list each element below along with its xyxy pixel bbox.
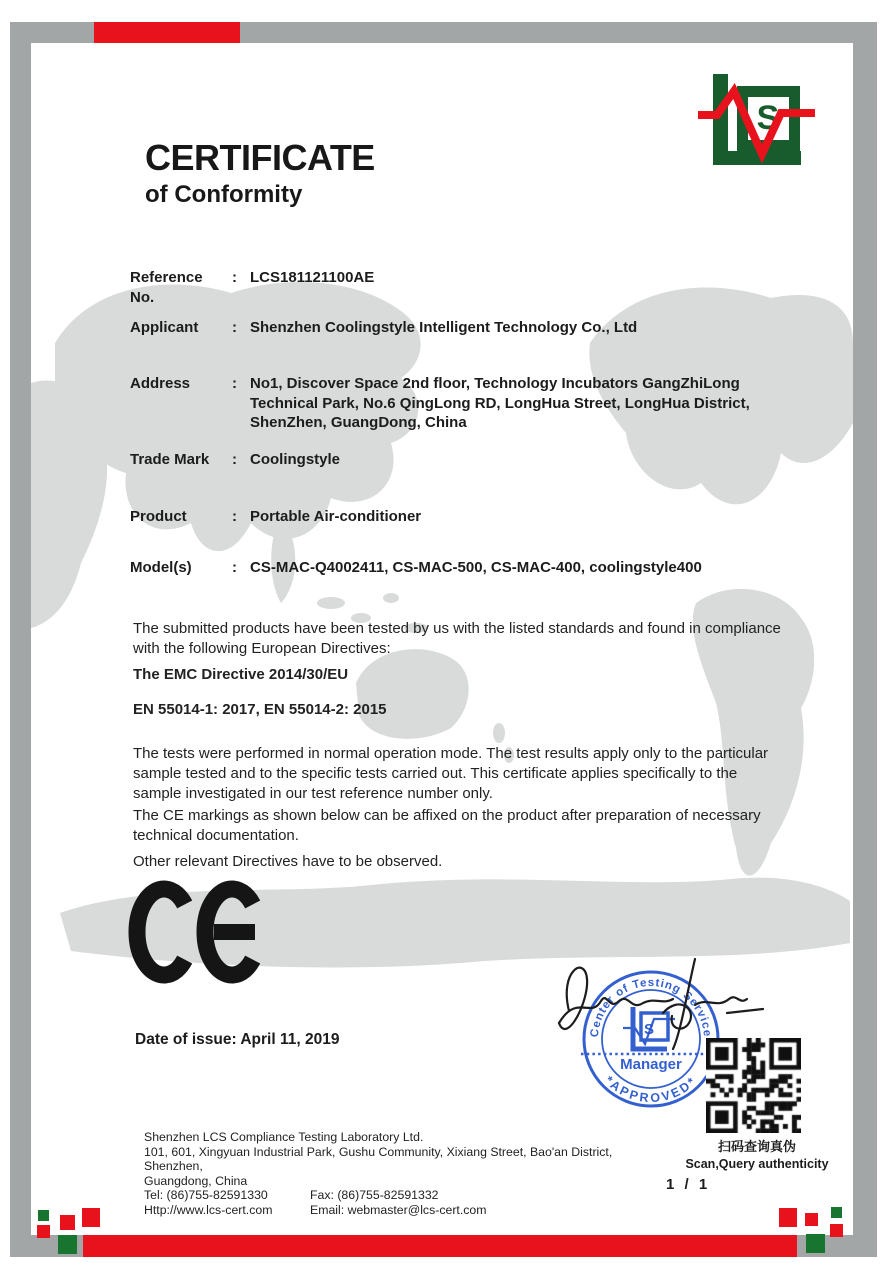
deco-square xyxy=(60,1215,75,1230)
date-of-issue: Date of issue: April 11, 2019 xyxy=(135,1031,340,1048)
deco-square xyxy=(38,1210,49,1221)
paragraph-standards: EN 55014-1: 2017, EN 55014-2: 2015 xyxy=(133,701,387,718)
lcs-logo-icon xyxy=(698,73,823,171)
footer-address-line1: 101, 601, Xingyuan Industrial Park, Gushu Community, Xixiang Street, Bao'an District, Shenzhen, xyxy=(144,1144,613,1174)
field-colon: : xyxy=(232,319,237,336)
frame-bottom-red-segment xyxy=(83,1235,797,1257)
footer-email: Email: webmaster@lcs-cert.com xyxy=(310,1202,487,1217)
qr-caption xyxy=(672,1136,842,1171)
field-value: CS-MAC-Q4002411, CS-MAC-500, CS-MAC-400, coolingstyle400 xyxy=(250,559,702,576)
page-subtitle: of Conformity xyxy=(145,181,303,208)
paragraph-other-directives: Other relevant Directives have to be observed. xyxy=(133,853,443,870)
qr-caption-chinese: 扫码查询真伪 xyxy=(717,1139,796,1154)
frame-left-bar xyxy=(10,22,31,1257)
field-value: No1, Discover Space 2nd floor, Technology Incubators GangZhiLong Technical Park, No.6 QingLong RD, LongHua Street, LongHua District, ShenZhen, GuangDong, China xyxy=(250,375,750,431)
field-label: Applicant xyxy=(130,319,199,336)
field-label: Address xyxy=(130,375,191,392)
page-number: 1 / 1 xyxy=(666,1176,711,1193)
field-label: Model(s) xyxy=(130,559,192,576)
deco-square xyxy=(805,1213,818,1226)
field-label: Reference No. xyxy=(130,269,203,306)
paragraph-ce-markings: The CE markings as shown below can be affixed on the product after preparation of necessary technical documentation. xyxy=(133,807,761,844)
logo-letter: S xyxy=(756,99,780,137)
frame-top-red-segment xyxy=(94,22,240,43)
footer-tel: Tel: (86)755-82591330 xyxy=(144,1188,268,1203)
footer-company: Shenzhen LCS Compliance Testing Laboratory Ltd. xyxy=(144,1130,424,1144)
footer-fax: Fax: (86)755-82591332 xyxy=(310,1188,439,1203)
ce-mark-icon xyxy=(128,877,270,989)
paragraph-compliance-intro: The submitted products have been tested by us with the listed standards and found in compliance with the following European Directives: xyxy=(133,620,781,657)
field-label: Product xyxy=(130,508,187,525)
frame-right-bar xyxy=(853,22,877,1257)
footer-block xyxy=(144,1130,614,1218)
qr-caption-english: Scan,Query authenticity xyxy=(685,1157,829,1171)
stamp-arc-top-text: Center of Testing Service xyxy=(588,976,714,1038)
deco-square xyxy=(37,1225,50,1238)
deco-square xyxy=(779,1208,797,1227)
field-value: Portable Air-conditioner xyxy=(250,508,422,525)
field-colon: : xyxy=(232,559,237,576)
deco-square xyxy=(806,1234,825,1253)
stamp-logo-letter: S xyxy=(643,1021,655,1038)
deco-square xyxy=(58,1235,77,1254)
field-value: Shenzhen Coolingstyle Intelligent Technology Co., Ltd xyxy=(250,319,638,336)
qr-code xyxy=(706,1038,801,1133)
svg-text:*APPROVED* xyxy=(602,1073,700,1105)
deco-square xyxy=(830,1224,843,1237)
deco-square xyxy=(831,1207,842,1218)
field-colon: : xyxy=(232,451,237,468)
field-value: LCS181121100AE xyxy=(250,269,375,286)
page-title: CERTIFICATE xyxy=(145,137,375,178)
paragraph-emc-directive: The EMC Directive 2014/30/EU xyxy=(133,666,349,683)
stamp-role-text: Manager xyxy=(620,1056,682,1073)
field-value: Coolingstyle xyxy=(250,451,341,468)
field-colon: : xyxy=(232,269,237,286)
field-colon: : xyxy=(232,375,237,392)
paragraph-test-scope: The tests were performed in normal operation mode. The test results apply only to the particular sample tested and to the specific tests carried out. This certificate applies specifically to the sample investigated in our test reference number only. xyxy=(133,745,769,802)
field-colon: : xyxy=(232,508,237,525)
stamp-arc-bottom-text: *APPROVED* xyxy=(602,1073,700,1106)
deco-square xyxy=(82,1208,100,1227)
footer-website: Http://www.lcs-cert.com xyxy=(144,1202,273,1217)
field-label: Trade Mark xyxy=(130,451,210,468)
footer-address-line2: Guangdong, China xyxy=(144,1173,248,1188)
